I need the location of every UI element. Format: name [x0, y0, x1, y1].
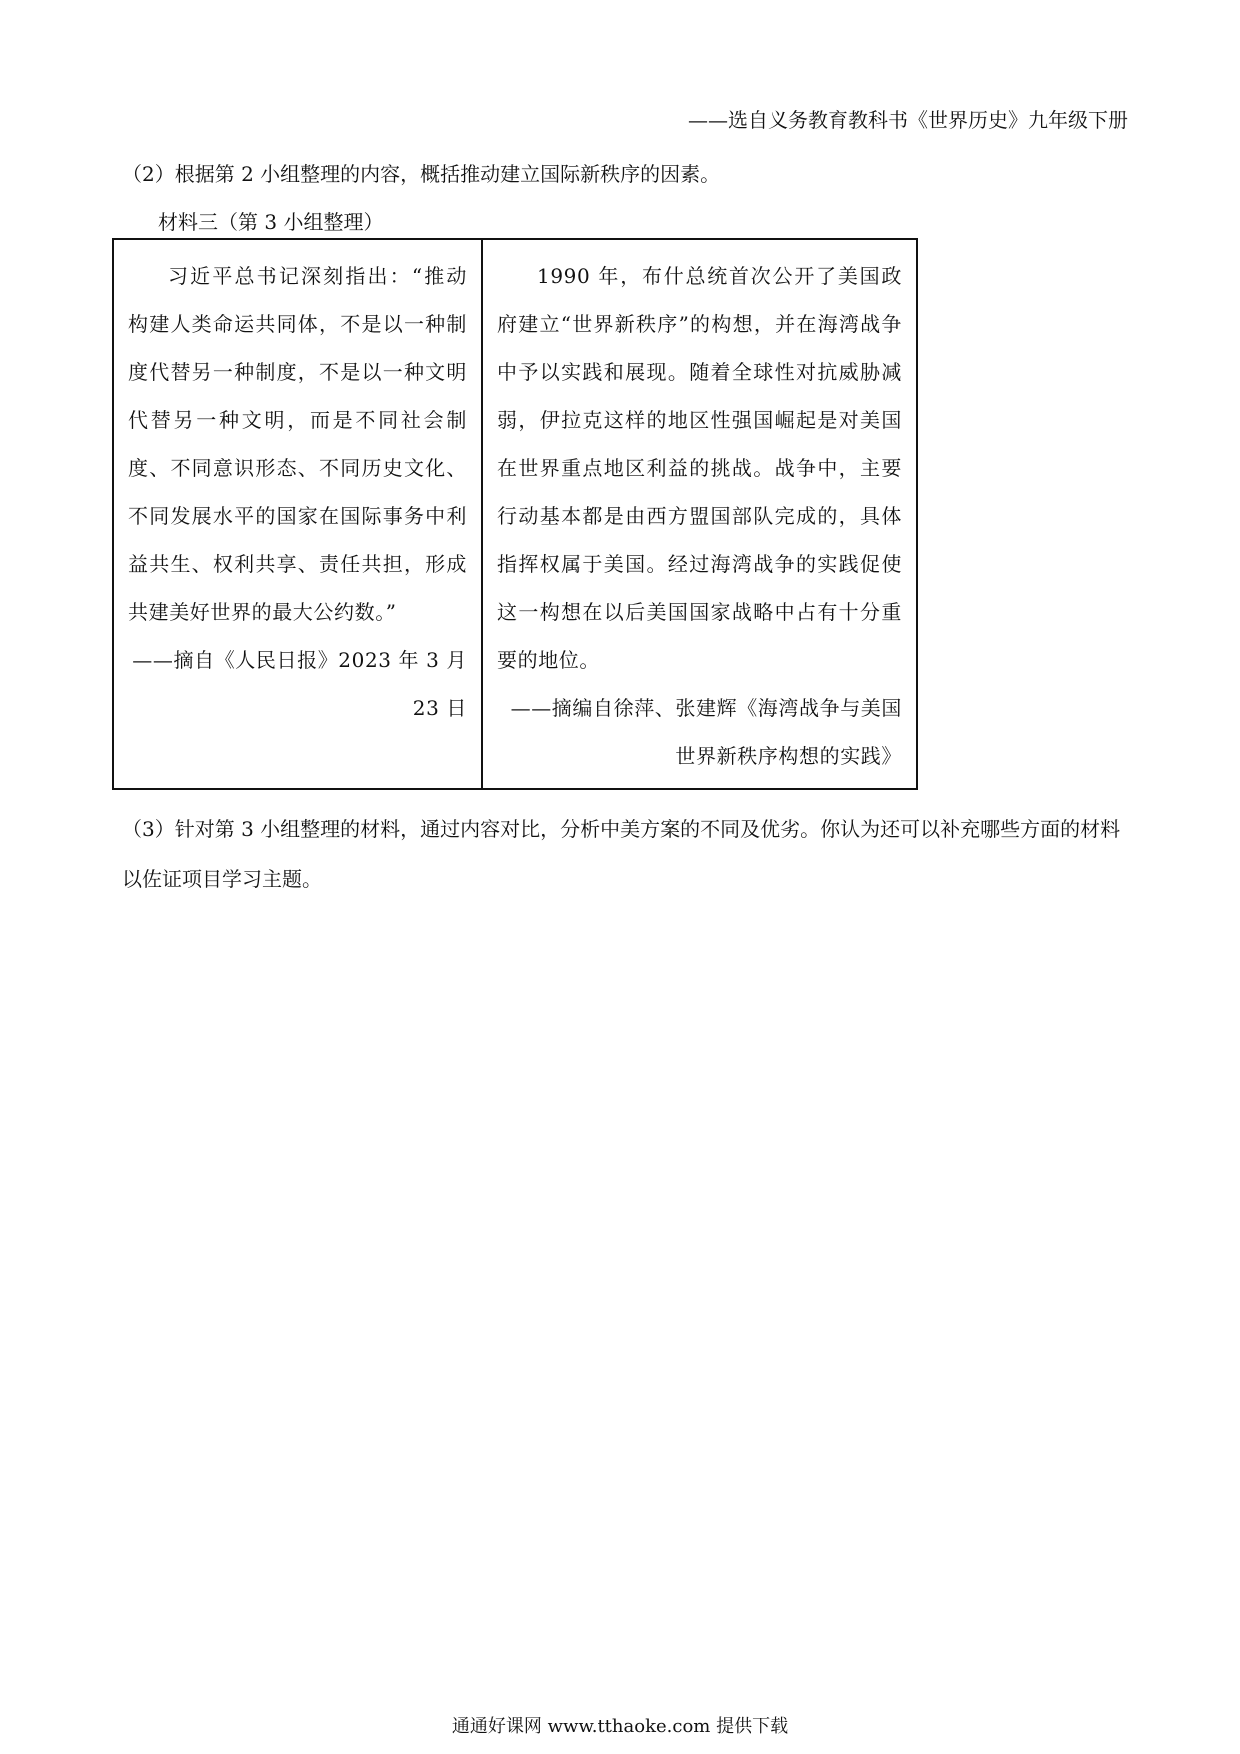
question-2: （2）根据第 2 小组整理的内容，概括推动建立国际新秩序的因素。 — [122, 162, 721, 186]
material-3-left-body: 习近平总书记深刻指出：“推动构建人类命运共同体，不是以一种制度代替另一种制度，不是以一种文明代替另一种文明，而是不同社会制度、不同意识形态、不同历史文化、不同发展水平的国家在国际事务中利益共生、权利共享、责任共担，形成共建美好世界的最大公约数。” — [128, 264, 467, 624]
material-3-right-body: 1990 年，布什总统首次公开了美国政府建立“世界新秩序”的构想，并在海湾战争中予以实践和展现。随着全球性对抗威胁减弱，伊拉克这样的地区性强国崛起是对美国在世界重点地区利益的挑战。战争中，主要行动基本都是由西方盟国部队完成的，具体指挥权属于美国。经过海湾战争的实践促使这一构想在以后美国国家战略中占有十分重要的地位。 — [497, 264, 902, 672]
material-3-table — [112, 238, 918, 790]
material-3-title: 材料三（第 3 小组整理） — [158, 210, 384, 234]
material-3-left-citation: ——摘自《人民日报》2023 年 3 月 23 日 — [132, 648, 467, 720]
page-footer-watermark: 通通好课网 www.tthaoke.com 提供下载 — [451, 1716, 789, 1737]
material-3-left-cell — [114, 240, 483, 788]
question-3: （3）针对第 3 小组整理的材料，通过内容对比，分析中美方案的不同及优劣。你认为还可以补充哪些方面的材料以佐证项目学习主题。 — [122, 817, 1121, 891]
textbook-source-citation: ——选自义务教育教科书《世界历史》九年级下册 — [688, 108, 1128, 132]
material-3-right-cell — [483, 240, 916, 788]
material-3-right-citation: ——摘编自徐萍、张建辉《海湾战争与美国世界新秩序构想的实践》 — [510, 696, 902, 768]
